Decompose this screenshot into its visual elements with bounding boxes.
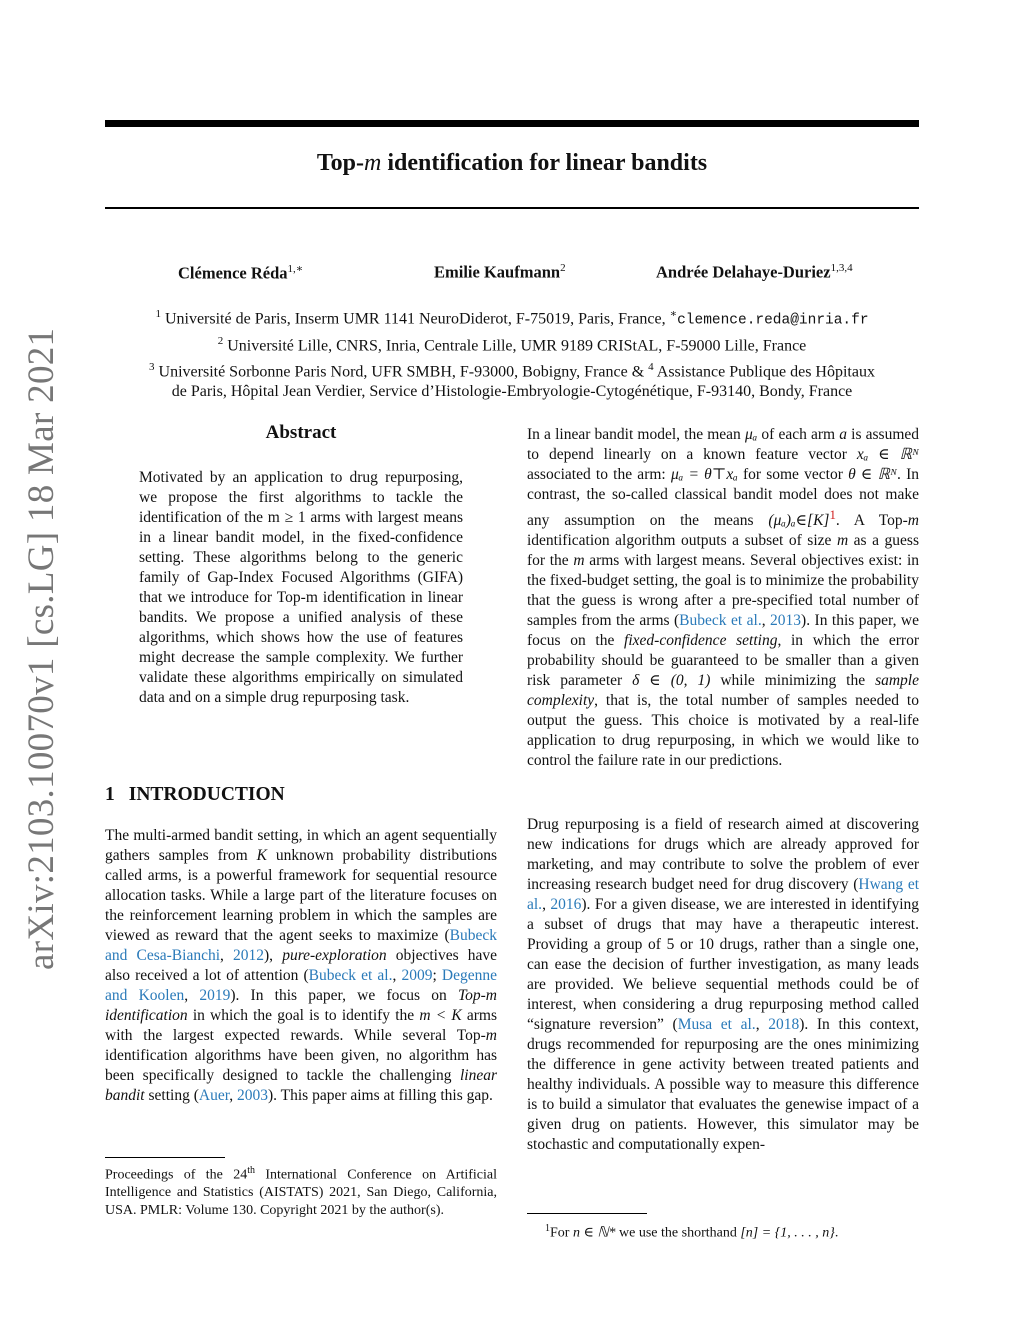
citation-link[interactable]: Degenne and Koolen: [105, 967, 497, 1004]
top-rule: [105, 120, 919, 127]
affiliations: [60, 304, 964, 403]
abstract-text: Motivated by an application to drug repurposing, we propose the first algorithms to tackle the identification of the m ≥ 1 arms with largest means in a linear bandit model, in the fixed-confidence setting. These algorithms belong to the generic family of Gap-Index Focused Algorithms (GIFA) that we introduce for Top-m identification in linear bandits. We propose a unified analysis of these algorithms, which shows how the use of features might decrease the sample complexity. We further validate these algorithms empirically on simulated data and on a simple drug repurposing task.: [139, 469, 463, 706]
citation-link[interactable]: Bubeck et al.: [308, 967, 393, 984]
arxiv-stamp: [18, 327, 66, 970]
citation-link[interactable]: 2018: [768, 1016, 800, 1033]
affiliation-2: $^2$ Université Lille, CNRS, Inria, Centrale Lille, UMR 9189 CRIStAL, F-59000 Lille, France: [217, 334, 807, 355]
footnote-1: $^1$For n ∈ ℕ* we use the shorthand [n] = {1, . . . , n}.: [545, 1223, 839, 1241]
paper-title: Top-m identification for linear bandits: [316, 150, 708, 176]
footnote-ref[interactable]: 1: [829, 507, 836, 522]
citation-link[interactable]: 2019: [199, 987, 231, 1004]
citation-link[interactable]: Bubeck and Cesa-Bianchi: [105, 927, 497, 964]
section-heading: 1 INTRODUCTION: [105, 784, 285, 805]
affiliation-4: de Paris, Hôpital Jean Verdier, Service d’Histologie-Embryologie-Cytogénétique, F-93140, Bondy, France: [171, 383, 853, 401]
proceedings-note: Proceedings of the 24th International Conference on Artificial Intelligence and Statistics (AISTATS) 2021, San Diego, California, USA. PMLR: Volume 130. Copyright 2021 by the author(s).: [105, 1165, 497, 1218]
drug-repurposing-paragraph: Drug repurposing is a field of research aimed at discovering new indications for drugs which are already approved for marketing, and may contribute to solve the problem of ever increasing research budget need for drug discovery (Hwang et al., 2016). For a given disease, we are interested in identifying a subset of drugs that may have a therapeutic interest. Providing a group of 5 or 10 drugs, rather than a single one, can ease the decision of further investigation, as many leads are provided. We believe sequential methods could be of interest, when considering a drug repurposing method called “signature reversion” (Musa et al., 2018). In this context, drugs recommended for repurposing are the ones minimizing the difference in gene activity between treated patients and healthy individuals. A possible way to measure this difference is to build a simulator that evaluates the genewise impact of a given drug on patients. However, this simulator may be stochastic and computationally expen-: [527, 816, 919, 1153]
footnote-rule-left: [105, 1157, 225, 1158]
title-rule: [105, 207, 919, 209]
affiliation-1: $^1$ Université de Paris, Inserm UMR 1141 NeuroDiderot, F-75019, Paris, France, ∗clemence.reda@inria.fr: [155, 308, 869, 329]
citation-link[interactable]: Bubeck et al.: [679, 612, 762, 630]
author-1: Clémence Réda$^{1,∗}$: [178, 263, 304, 283]
citation-link[interactable]: Musa et al.: [677, 1016, 756, 1033]
citation-link[interactable]: Hwang et al.: [527, 876, 919, 913]
author-3: Andrée Delahaye-Duriez$^{1,3,4}$: [656, 262, 853, 282]
author-email: clemence.reda@inria.fr: [677, 312, 869, 329]
abstract-heading: Abstract: [265, 422, 337, 443]
citation-link[interactable]: 2009: [401, 967, 433, 984]
author-2: Emilie Kaufmann$^2$: [434, 262, 566, 282]
affiliation-3: $^3$ Université Sorbonne Paris Nord, UFR SMBH, F-93000, Bobigny, France & $^4$ Assistance Publique des Hôpitaux: [149, 360, 875, 380]
intro-paragraph: The multi-armed bandit setting, in which an agent sequentially gathers samples from K unknown probability distributions called arms, is a powerful framework for sequential resource allocation tasks. While a large part of the literature focuses on the reinforcement learning problem in which the samples are viewed as reward that the agent seeks to maximize (Bubeck and Cesa-Bianchi, 2012), pure-exploration objectives have also received a lot of attention (Bubeck et al., 2009; Degenne and Koolen, 2019). In this paper, we focus on Top-m identification in which the goal is to identify the m < K arms with the largest expected rewards. While several Top-m identification algorithms have been given, no algorithm has been specifically designed to tackle the challenging linear bandit setting (Auer, 2003). This paper aims at filling this gap.: [105, 827, 498, 1104]
citation-link[interactable]: 2012: [233, 947, 265, 964]
citation-link[interactable]: 2003: [237, 1087, 268, 1104]
citation-link[interactable]: 2016: [550, 896, 582, 913]
linear-bandit-paragraph: In a linear bandit model, the mean μₐ of each arm a is assumed to depend linearly on a known feature vector xₐ ∈ ℝᴺ associated to the arm: μₐ = θ⊤xₐ for some vector θ ∈ ℝᴺ. In contrast, the so-called classical bandit model does not make any assumption on the means $(\mu_a)_a\in[K]^1$. A Top-m identification algorithm outputs a subset of size m as a guess for the m arms with largest means. Several objectives exist: in the fixed-budget setting, the goal is to minimize the probability that the guess is wrong after a pre-specified total number of samples from the arms (Bubeck et al., 2013). In this paper, we focus on the fixed-confidence setting, in which the error probability should be guaranteed to be smaller than a given risk parameter δ ∈ (0, 1) while minimizing the sample complexity, that is, the total number of samples needed to output the guess. This choice is motivated by a real-life application to drug repurposing, in which we would like to control the failure rate in our predictions.: [527, 426, 920, 770]
footnote-rule-right: [527, 1213, 647, 1214]
citation-link[interactable]: 2013: [770, 612, 802, 630]
arxiv-stamp-text: arXiv:2103.10070v1 [cs.LG] 18 Mar 2021: [21, 327, 62, 970]
citation-link[interactable]: Auer: [198, 1087, 230, 1104]
